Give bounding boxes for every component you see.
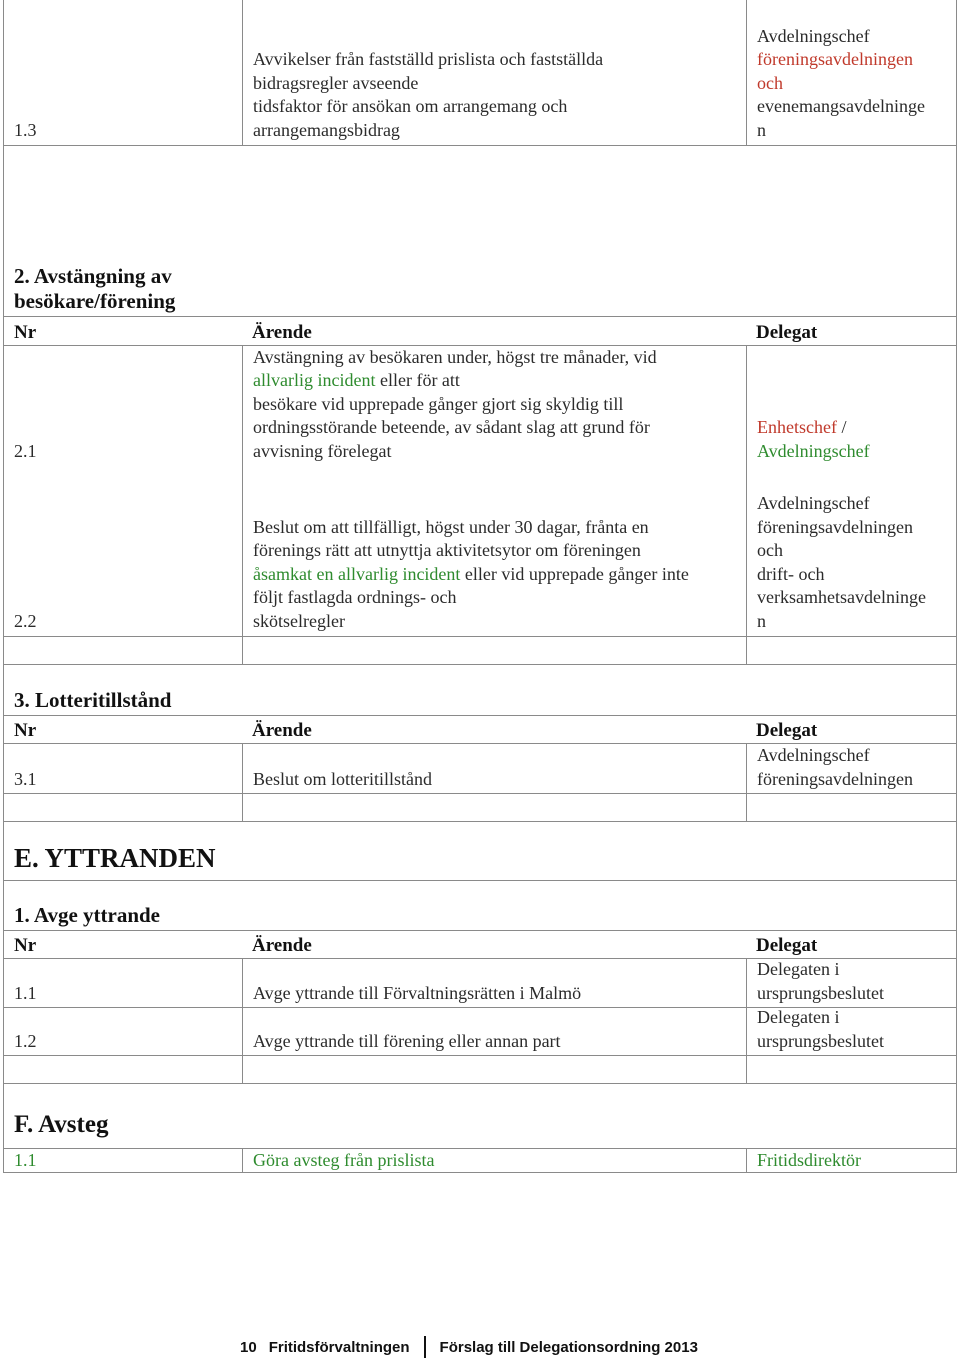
- arende-text-line: arrangemangsbidrag: [253, 119, 400, 140]
- chapter-heading: E. YTTRANDEN: [14, 843, 216, 873]
- arende-cell: [242, 959, 746, 1008]
- header-delegat: [746, 317, 957, 346]
- arende-text-line: följt fastlagda ordnings- och: [253, 587, 457, 607]
- header-nr-label: Nr: [14, 934, 37, 956]
- delegat-cell: [746, 1149, 957, 1173]
- row-number: 3.1: [14, 768, 37, 789]
- delegat-text-line: drift- och: [757, 563, 825, 584]
- section-heading-cell: [3, 1084, 957, 1149]
- delegat-text-line: ursprungsbeslutet: [757, 1030, 884, 1051]
- header-delegat-label: Delegat: [756, 719, 818, 741]
- arende-cell: [242, 1149, 746, 1173]
- arende-text-line: avvisning förelegat: [253, 440, 392, 461]
- empty-row: [3, 637, 957, 665]
- table-header-row: [3, 716, 957, 744]
- arende-text-line: Beslut om att tillfälligt, högst under 30 dagar, frånta en: [253, 516, 649, 537]
- row-number: 2.2: [14, 610, 37, 631]
- arende-cell: [242, 346, 746, 466]
- delegat-text-line: verksamhetsavdelninge: [757, 587, 926, 607]
- table-row-1-3: [3, 0, 957, 146]
- delegat-cell: [746, 744, 957, 794]
- table-row-2-1: [3, 346, 957, 466]
- empty-cell: [746, 794, 957, 822]
- header-nr: [3, 317, 242, 346]
- footer-org: Fritidsförvaltningen: [268, 1338, 410, 1356]
- section-heading-row: [3, 881, 957, 931]
- header-delegat-label: Delegat: [756, 321, 818, 343]
- section-heading-row: [3, 146, 957, 317]
- delegat-text-line: ursprungsbeslutet: [757, 982, 884, 1003]
- delegat-text-line: n: [757, 610, 766, 631]
- nr-cell: [3, 1008, 242, 1056]
- nr-cell: [3, 959, 242, 1008]
- delegat-cell: [746, 959, 957, 1008]
- arende-text-line: [253, 563, 746, 587]
- delegat-cell: [746, 0, 957, 146]
- delegat-text-line: och: [757, 72, 783, 93]
- empty-cell: [3, 794, 242, 822]
- delegat-text-line: evenemangsavdelninge: [757, 96, 925, 116]
- arende-text-line: ordningsstörande beteende, av sådant slag att grund för: [253, 417, 650, 437]
- empty-cell: [242, 794, 746, 822]
- delegat-text-line: Avdelningschef: [757, 440, 870, 461]
- empty-cell: [3, 1056, 242, 1084]
- table-row-e-1-1: [3, 959, 957, 1008]
- table-row-2-2: [3, 466, 957, 637]
- delegat-separator: /: [836, 417, 847, 437]
- chapter-heading: F. Avsteg: [14, 1111, 109, 1138]
- section-heading: besökare/förening: [14, 289, 176, 313]
- header-delegat-label: Delegat: [756, 934, 818, 956]
- delegat-text-line: Avdelningschef: [757, 25, 870, 46]
- header-delegat: [746, 716, 957, 744]
- arende-text-line: Göra avsteg från prislista: [253, 1149, 435, 1170]
- empty-cell: [746, 1056, 957, 1084]
- empty-cell: [242, 1056, 746, 1084]
- empty-cell: [3, 637, 242, 665]
- arende-cell: [242, 466, 746, 637]
- nr-cell: [3, 346, 242, 466]
- arende-text-line: bidragsregler avseende: [253, 72, 419, 93]
- delegat-text-line: Delegaten i: [757, 959, 840, 979]
- arende-text-line: Avge yttrande till förening eller annan part: [253, 1030, 561, 1051]
- header-arende-label: Ärende: [252, 321, 312, 343]
- page-footer: [240, 1335, 698, 1359]
- highlighted-term: åsamkat en allvarlig incident: [253, 563, 461, 584]
- header-delegat: [746, 931, 957, 959]
- highlighted-term: allvarlig incident: [253, 370, 376, 390]
- table-row-f-1-1: [3, 1149, 957, 1173]
- section-heading: 3. Lotteritillstånd: [14, 688, 172, 712]
- delegat-text-line: Fritidsdirektör: [757, 1149, 861, 1170]
- header-nr-label: Nr: [14, 321, 37, 343]
- header-arende-label: Ärende: [252, 934, 312, 956]
- empty-cell: [746, 637, 957, 665]
- empty-row: [3, 794, 957, 822]
- arende-text-line: Avstängning av besökaren under, högst tre månader, vid: [253, 346, 657, 367]
- delegat-cell: [746, 466, 957, 637]
- delegat-text-line: [757, 416, 950, 440]
- arende-text-line: skötselregler: [253, 610, 345, 631]
- arende-cell: [242, 0, 746, 146]
- header-arende: [242, 317, 746, 346]
- header-arende: [242, 931, 746, 959]
- table-row-e-1-2: [3, 1008, 957, 1056]
- delegat-role: Enhetschef: [757, 417, 837, 437]
- section-heading-row: [3, 822, 957, 881]
- section-heading-row: [3, 1084, 957, 1149]
- delegat-text-line: föreningsavdelningen: [757, 49, 913, 69]
- nr-cell: [3, 466, 242, 637]
- delegat-text-line: och: [757, 540, 783, 560]
- footer-doc-title: Förslag till Delegationsordning 2013: [439, 1338, 698, 1356]
- arende-text-fragment: eller vid upprepade gånger inte: [460, 563, 689, 584]
- nr-cell: [3, 0, 242, 146]
- arende-text-line: besökare vid upprepade gånger gjort sig skyldig till: [253, 393, 624, 414]
- nr-cell: [3, 744, 242, 794]
- arende-text-fragment: eller för att: [375, 370, 460, 390]
- delegat-text-line: Delegaten i: [757, 1007, 840, 1027]
- nr-cell: [3, 1149, 242, 1173]
- section-heading: 2. Avstängning av: [14, 264, 172, 288]
- delegat-text-line: föreningsavdelningen: [757, 768, 913, 789]
- footer-separator: [424, 1336, 426, 1358]
- delegat-text-line: Avdelningschef: [757, 745, 870, 765]
- arende-cell: [242, 1008, 746, 1056]
- row-number: 1.3: [14, 119, 37, 140]
- empty-cell: [242, 637, 746, 665]
- row-number: 2.1: [14, 440, 37, 461]
- row-number: 1.2: [14, 1030, 37, 1051]
- section-heading-cell: [3, 822, 957, 881]
- arende-text-line: tidsfaktor för ansökan om arrangemang och: [253, 96, 568, 116]
- header-nr: [3, 716, 242, 744]
- section-heading-row: [3, 665, 957, 716]
- arende-cell: [242, 744, 746, 794]
- table-row-3-1: [3, 744, 957, 794]
- header-nr: [3, 931, 242, 959]
- section-heading-cell: [3, 881, 957, 931]
- header-arende: [242, 716, 746, 744]
- table-header-row: [3, 931, 957, 959]
- section-heading-cell: [3, 665, 957, 716]
- arende-text-line: förenings rätt att utnyttja aktivitetsytor om föreningen: [253, 540, 641, 560]
- row-number: 1.1: [14, 1149, 37, 1170]
- arende-text-line: Avge yttrande till Förvaltningsrätten i Malmö: [253, 982, 582, 1003]
- arende-text-line: Avvikelser från fastställd prislista och fastställda: [253, 49, 604, 69]
- table-header-row: [3, 317, 957, 346]
- row-number: 1.1: [14, 982, 37, 1003]
- header-nr-label: Nr: [14, 719, 37, 741]
- section-heading-cell: [3, 146, 957, 317]
- arende-text-line: Beslut om lotteritillstånd: [253, 768, 432, 789]
- delegat-text-line: Avdelningschef: [757, 493, 870, 513]
- header-arende-label: Ärende: [252, 719, 312, 741]
- empty-row: [3, 1056, 957, 1084]
- arende-text-line: [253, 369, 746, 393]
- page-number: 10: [240, 1338, 257, 1356]
- delegat-text-line: n: [757, 119, 766, 140]
- delegat-cell: [746, 346, 957, 466]
- section-heading: 1. Avge yttrande: [14, 903, 161, 927]
- delegat-cell: [746, 1008, 957, 1056]
- delegat-text-line: föreningsavdelningen: [757, 516, 913, 537]
